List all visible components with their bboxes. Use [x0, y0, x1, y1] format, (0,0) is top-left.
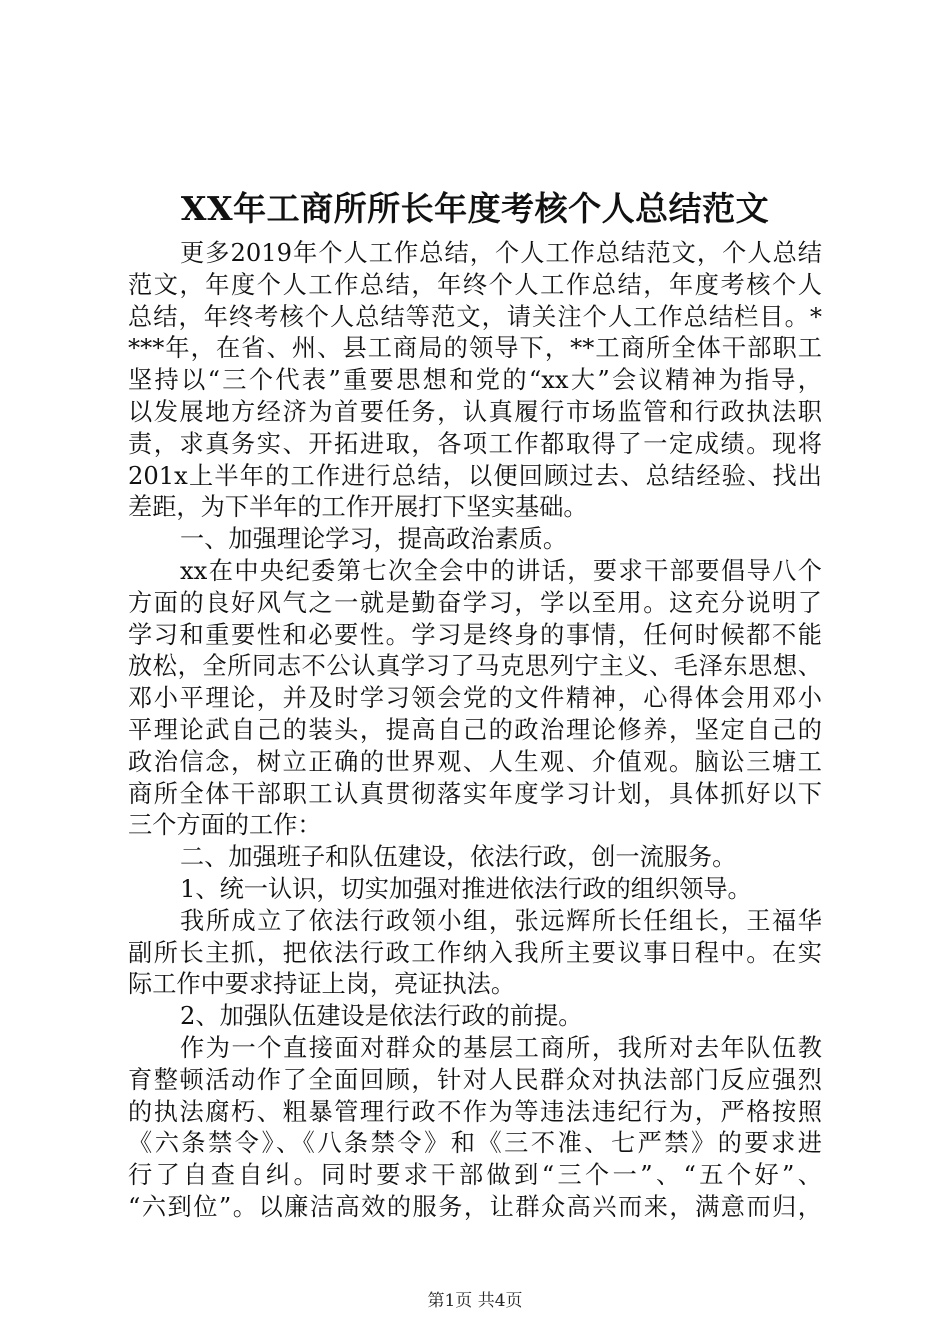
body-line: 育整顿活动作了全面回顾，针对人民群众对执法部门反应强烈	[128, 1065, 822, 1094]
body-line: 的执法腐朽、粗暴管理行政不作为等违法违纪行为，严格按照	[128, 1097, 822, 1126]
body-line: 《六条禁令》、《八条禁令》和《三不准、七严禁》的要求进	[128, 1129, 822, 1158]
page-number: 第1页 共4页	[427, 1291, 523, 1311]
body-line: 总结，年终考核个人总结等范文，请关注个人工作总结栏目。*	[128, 302, 822, 331]
body-line: 邓小平理论，并及时学习领会党的文件精神，心得体会用邓小	[128, 684, 822, 713]
body-line: 政治信念，树立正确的世界观、人生观、介值观。脑讼三塘工	[128, 747, 822, 776]
body-line: 三个方面的工作：	[128, 811, 322, 840]
document-title: XX年工商所所长年度考核个人总结范文	[180, 189, 770, 228]
body-line: 方面的良好风气之一就是勤奋学习，学以至用。这充分说明了	[128, 588, 822, 617]
body-line: ***年，在省、州、县工商局的领导下，**工商所全体干部职工	[128, 334, 822, 363]
body-line: 2、加强队伍建设是依法行政的前提。	[180, 1002, 583, 1031]
body-line: 二、加强班子和队伍建设，依法行政，创一流服务。	[180, 843, 737, 872]
body-line: 平理论武自己的装头，提高自己的政治理论修养，坚定自己的	[128, 715, 822, 744]
body-line: 我所成立了依法行政领小组，张远辉所长任组长，王福华	[180, 906, 822, 935]
body-line: 际工作中要求持证上岗，亮证执法。	[128, 970, 516, 999]
body-line: 范文，年度个人工作总结，年终个人工作总结，年度考核个人	[128, 270, 822, 299]
body-line: 一、加强理论学习，提高政治素质。	[180, 525, 568, 554]
body-line: 学习和重要性和必要性。学习是终身的事情，任何时候都不能	[128, 620, 822, 649]
body-line: 责，求真务实、开拓进取，各项工作都取得了一定成绩。现将	[128, 429, 822, 458]
body-line: 作为一个直接面对群众的基层工商所，我所对去年队伍教	[180, 1033, 822, 1062]
body-line: 1、统一认识，切实加强对推进依法行政的组织领导。	[180, 874, 752, 903]
body-line: 副所长主抓，把依法行政工作纳入我所主要议事日程中。在实	[128, 938, 822, 967]
body-line: 行了自查自纠。同时要求干部做到“三个一”、“五个好”、	[128, 1161, 822, 1190]
body-line: 商所全体干部职工认真贯彻落实年度学习计划，具体抓好以下	[128, 779, 822, 808]
document-body	[128, 238, 822, 1224]
body-line: 坚持以“三个代表”重要思想和党的“xx大”会议精神为指导，	[128, 366, 822, 395]
body-line: 更多2019年个人工作总结，个人工作总结范文，个人总结	[180, 239, 822, 267]
body-line: “六到位”。以廉洁高效的服务，让群众高兴而来，满意而归，	[128, 1192, 822, 1221]
body-line: 放松，全所同志不公认真学习了马克思列宁主义、毛泽东思想、	[128, 652, 822, 681]
body-line: 201x上半年的工作进行总结，以便回顾过去、总结经验、找出	[128, 461, 822, 490]
body-line: 差距，为下半年的工作开展打下坚实基础。	[128, 493, 588, 522]
body-line: 以发展地方经济为首要任务，认真履行市场监管和行政执法职	[128, 397, 822, 426]
body-line: xx在中央纪委第七次全会中的讲话，要求干部要倡导八个	[180, 556, 822, 585]
